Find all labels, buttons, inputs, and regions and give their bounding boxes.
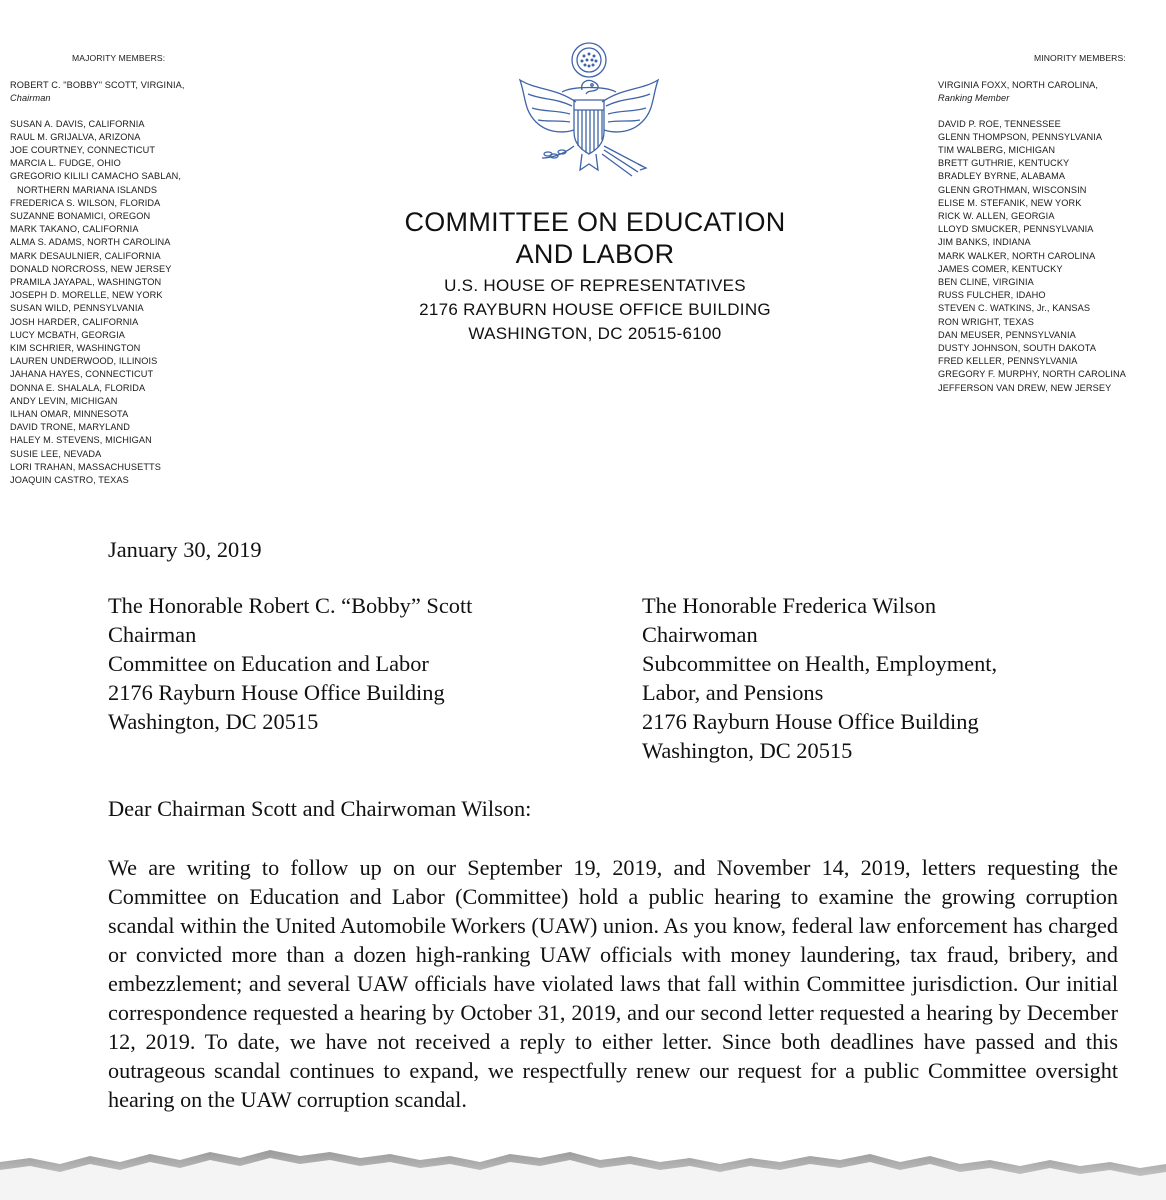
- member-entry: DONALD NORCROSS, NEW JERSEY: [10, 263, 172, 274]
- address-line: 2176 Rayburn House Office Building: [108, 680, 445, 705]
- great-seal-eagle-icon: [506, 40, 672, 182]
- member-entry: SUSAN WILD, PENNSYLVANIA: [10, 303, 144, 314]
- member-entry: TIM WALBERG, MICHIGAN: [938, 145, 1056, 156]
- committee-title-line2: AND LABOR: [515, 239, 675, 269]
- member-entry: GLENN GROTHMAN, WISCONSIN: [938, 184, 1087, 195]
- member-entry: JAHANA HAYES, CONNECTICUT: [10, 369, 154, 380]
- minority-heading: MINORITY MEMBERS:: [1034, 53, 1126, 63]
- member-entry: LAUREN UNDERWOOD, ILLINOIS: [10, 356, 158, 367]
- address-line: The Honorable Robert C. “Bobby” Scott: [108, 593, 473, 618]
- letter-date: January 30, 2019: [108, 537, 262, 562]
- member-entry: ANDY LEVIN, MICHIGAN: [10, 395, 118, 406]
- member-entry: JIM BANKS, INDIANA: [938, 237, 1031, 248]
- minority-ranking-member-title: Ranking Member: [938, 93, 1010, 104]
- member-entry: RAUL M. GRIJALVA, ARIZONA: [10, 131, 141, 142]
- minority-roster: [938, 52, 1163, 395]
- member-entry: BEN CLINE, VIRGINIA: [938, 277, 1034, 288]
- member-entry: JOSH HARDER, CALIFORNIA: [10, 316, 139, 327]
- member-entry: RON WRIGHT, TEXAS: [938, 316, 1034, 327]
- letterhead: [330, 206, 860, 346]
- member-entry: RUSS FULCHER, IDAHO: [938, 290, 1046, 301]
- member-entry: LLOYD SMUCKER, PENNSYLVANIA: [938, 224, 1094, 235]
- member-entry: GREGORY F. MURPHY, NORTH CAROLINA: [938, 369, 1126, 380]
- member-entry: BRETT GUTHRIE, KENTUCKY: [938, 158, 1070, 169]
- member-entry: PRAMILA JAYAPAL, WASHINGTON: [10, 277, 162, 288]
- body-paragraph: We are writing to follow up on our September 19, 2019, and November 14, 2019, letters requesting the Committee on Education and Labor (Committee) hold a public hearing to examine the growing corruption scandal within the United Automobile Workers (UAW) union. As you know, federal law enforcement has charged or convicted more than a dozen high-ranking UAW officials with money laundering, tax fraud, bribery, and embezzlement; and several UAW officials have violated laws that fall within Committee jurisdiction. Our initial correspondence requested a hearing by October 31, 2019, and our second letter requested a hearing by December 12, 2019. To date, we have not received a reply to either letter. Since both deadlines have passed and this outrageous scandal continues to expand, we respectfully renew our request for a public Committee oversight hearing on the UAW corruption scandal.: [108, 855, 1118, 1112]
- member-entry: DONNA E. SHALALA, FLORIDA: [10, 382, 146, 393]
- member-entry: ILHAN OMAR, MINNESOTA: [10, 409, 129, 420]
- member-entry: JOSEPH D. MORELLE, NEW YORK: [10, 290, 163, 301]
- member-entry: STEVEN C. WATKINS, Jr., KANSAS: [938, 303, 1091, 314]
- member-entry: GREGORIO KILILI CAMACHO SABLAN,: [10, 171, 182, 182]
- member-entry: DAN MEUSER, PENNSYLVANIA: [938, 329, 1076, 340]
- member-entry: BRADLEY BYRNE, ALABAMA: [938, 171, 1066, 182]
- majority-roster: [10, 52, 240, 487]
- address-line: Washington, DC 20515: [642, 738, 853, 763]
- member-entry: RICK W. ALLEN, GEORGIA: [938, 211, 1055, 222]
- recipient-address-right: [642, 591, 1122, 765]
- member-entry: SUSIE LEE, NEVADA: [10, 448, 102, 459]
- member-entry: MARCIA L. FUDGE, OHIO: [10, 158, 121, 169]
- house-name: U.S. HOUSE OF REPRESENTATIVES: [444, 276, 746, 295]
- member-entry: DAVID P. ROE, TENNESSEE: [938, 118, 1061, 129]
- salutation: Dear Chairman Scott and Chairwoman Wilson:: [108, 796, 532, 821]
- member-entry: DAVID TRONE, MARYLAND: [10, 422, 131, 433]
- address-line: The Honorable Frederica Wilson: [642, 593, 937, 618]
- address-line: Chairwoman: [642, 622, 758, 647]
- address-line: 2176 Rayburn House Office Building: [642, 709, 979, 734]
- majority-chair-title: Chairman: [10, 93, 51, 104]
- member-entry: SUZANNE BONAMICI, OREGON: [10, 211, 151, 222]
- member-entry: DUSTY JOHNSON, SOUTH DAKOTA: [938, 343, 1097, 354]
- majority-member-list: [10, 118, 240, 488]
- member-entry: JEFFERSON VAN DREW, NEW JERSEY: [938, 382, 1112, 393]
- address-line: Washington, DC 20515: [108, 709, 319, 734]
- minority-ranking-member-name: VIRGINIA FOXX, NORTH CAROLINA,: [938, 80, 1099, 91]
- minority-member-list: [938, 118, 1163, 395]
- member-entry: JOAQUIN CASTRO, TEXAS: [10, 475, 129, 486]
- member-entry: JOE COURTNEY, CONNECTICUT: [10, 145, 156, 156]
- member-entry: HALEY M. STEVENS, MICHIGAN: [10, 435, 152, 446]
- member-entry: ALMA S. ADAMS, NORTH CAROLINA: [10, 237, 171, 248]
- member-entry: JAMES COMER, KENTUCKY: [938, 263, 1063, 274]
- member-entry: MARK TAKANO, CALIFORNIA: [10, 224, 139, 235]
- address-line: Chairman: [108, 622, 197, 647]
- building-address: 2176 RAYBURN HOUSE OFFICE BUILDING: [419, 300, 771, 319]
- committee-title-line1: COMMITTEE ON EDUCATION: [404, 207, 786, 237]
- member-entry: KIM SCHRIER, WASHINGTON: [10, 343, 141, 354]
- member-entry: MARK WALKER, NORTH CAROLINA: [938, 250, 1096, 261]
- majority-heading: MAJORITY MEMBERS:: [72, 53, 166, 63]
- member-entry: LUCY MCBATH, GEORGIA: [10, 329, 125, 340]
- member-entry: ELISE M. STEFANIK, NEW YORK: [938, 197, 1082, 208]
- member-entry: LORI TRAHAN, MASSACHUSETTS: [10, 461, 161, 472]
- member-entry: FRED KELLER, PENNSYLVANIA: [938, 356, 1078, 367]
- member-entry: NORTHERN MARIANA ISLANDS: [17, 184, 158, 195]
- member-entry: FREDERICA S. WILSON, FLORIDA: [10, 197, 161, 208]
- torn-paper-edge: [0, 1140, 1166, 1200]
- majority-chair-name: ROBERT C. "BOBBY" SCOTT, VIRGINIA,: [10, 80, 185, 91]
- member-entry: MARK DESAULNIER, CALIFORNIA: [10, 250, 161, 261]
- member-entry: SUSAN A. DAVIS, CALIFORNIA: [10, 118, 145, 129]
- address-line: Labor, and Pensions: [642, 680, 824, 705]
- address-line: Committee on Education and Labor: [108, 651, 429, 676]
- member-entry: GLENN THOMPSON, PENNSYLVANIA: [938, 131, 1103, 142]
- city-zip: WASHINGTON, DC 20515-6100: [468, 324, 722, 343]
- recipient-address-left: [108, 591, 588, 736]
- address-line: Subcommittee on Health, Employment,: [642, 651, 998, 676]
